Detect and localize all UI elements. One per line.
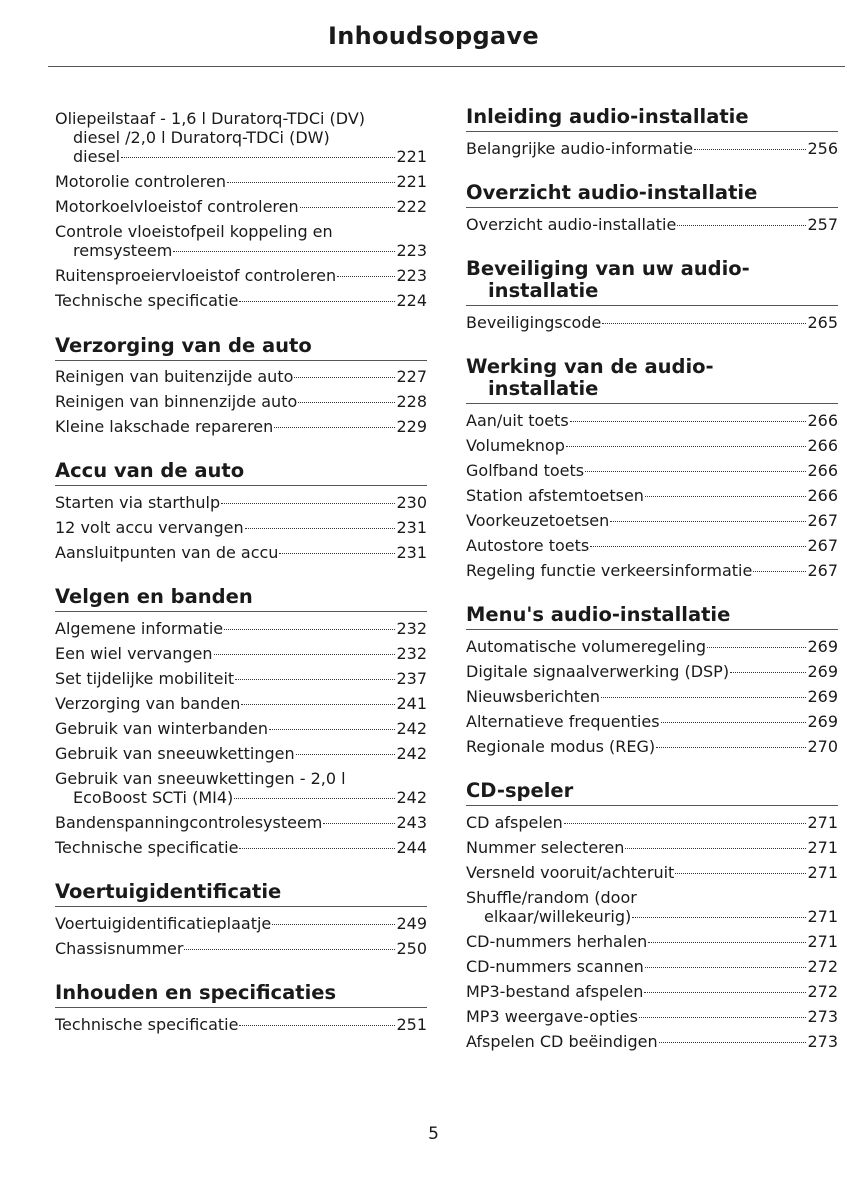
toc-page-number: 249 [396, 914, 427, 934]
section-heading [55, 982, 427, 1008]
dot-leader [677, 225, 806, 226]
toc-entry[interactable] [466, 659, 838, 684]
dot-leader [298, 402, 395, 403]
toc-entry-line [466, 1007, 838, 1026]
toc-entry-text: Regeling functie verkeersinformatie [466, 560, 753, 580]
toc-entry-line [466, 957, 838, 976]
dot-leader [294, 377, 395, 378]
toc-entry-text: CD afspelen [466, 812, 563, 832]
toc-entry-line [55, 543, 427, 562]
toc-entry[interactable] [466, 408, 838, 433]
toc-entry-text: Starten via starthulp [55, 493, 221, 513]
toc-entry-line [466, 436, 838, 455]
toc-entry-line [55, 241, 427, 260]
toc-entry[interactable] [55, 911, 427, 936]
toc-entry[interactable] [55, 264, 427, 289]
toc-entry-text: Alternatieve frequenties [466, 711, 660, 731]
dot-leader [241, 704, 395, 705]
toc-entry-text: Golfband toets [466, 460, 585, 480]
toc-page-number: 242 [396, 788, 427, 808]
toc-entry[interactable] [466, 684, 838, 709]
toc-section [55, 460, 427, 565]
toc-entry[interactable] [55, 289, 427, 314]
toc-entry[interactable] [466, 508, 838, 533]
toc-entry-text: Technische specificatie [55, 1015, 239, 1035]
toc-entry[interactable] [55, 666, 427, 691]
toc-entry[interactable] [55, 194, 427, 219]
toc-entry-text: Voorkeuzetoetsen [466, 510, 610, 530]
toc-entry-line [466, 461, 838, 480]
toc-entry-line [55, 813, 427, 832]
toc-section [466, 182, 838, 237]
dot-leader [274, 427, 395, 428]
toc-entry[interactable] [55, 515, 427, 540]
dot-leader [570, 421, 807, 422]
section-heading [466, 780, 838, 806]
toc-entry[interactable] [466, 979, 838, 1004]
toc-page-number: 271 [807, 862, 838, 882]
dot-leader [645, 496, 807, 497]
toc-page-number: 221 [396, 147, 427, 167]
toc-entry[interactable] [466, 533, 838, 558]
section-heading-text: Accu van de auto [55, 459, 245, 483]
toc-page-number: 223 [396, 266, 427, 286]
toc-page-number: 269 [807, 711, 838, 731]
toc-entry-line [55, 197, 427, 216]
dot-leader [221, 503, 395, 504]
toc-entry-text: Overzicht audio-installatie [466, 214, 677, 234]
toc-entry-line [55, 744, 427, 763]
toc-entry-text: Reinigen van binnenzijde auto [55, 392, 298, 412]
toc-page-number: 242 [396, 744, 427, 764]
toc-entry-text: Motorolie controleren [55, 172, 227, 192]
dot-leader [639, 1017, 806, 1018]
toc-page-number: 232 [396, 619, 427, 639]
toc-entry[interactable] [55, 716, 427, 741]
toc-entry[interactable] [466, 860, 838, 885]
toc-entry[interactable] [55, 219, 427, 263]
toc-section [466, 106, 838, 161]
toc-entry-text: Motorkoelvloeistof controleren [55, 197, 299, 217]
toc-entry-text: Gebruik van winterbanden [55, 719, 269, 739]
section-heading [55, 586, 427, 612]
toc-entry-line [466, 215, 838, 234]
toc-page-number: 221 [396, 172, 427, 192]
dot-leader [694, 149, 806, 150]
toc-page-number: 250 [396, 939, 427, 959]
toc-entry-text: diesel [73, 147, 121, 167]
toc-entry-line [466, 536, 838, 555]
toc-entry-text: Technische specificatie [55, 291, 239, 311]
toc-entry-text: Volumeknop [466, 435, 565, 455]
toc-page-number: 266 [807, 485, 838, 505]
dot-leader [121, 157, 395, 158]
toc-page-number: 266 [807, 410, 838, 430]
toc-page-number: 269 [807, 686, 838, 706]
toc-right-column [466, 106, 838, 1075]
dot-leader [239, 848, 395, 849]
toc-entry[interactable] [466, 954, 838, 979]
toc-entry-text: Technische specificatie [55, 838, 239, 858]
toc-page-number: 272 [807, 956, 838, 976]
dot-leader [625, 848, 806, 849]
toc-entry-text: Reinigen van buitenzijde auto [55, 367, 294, 387]
toc-entry[interactable] [466, 458, 838, 483]
toc-entry-line [55, 291, 427, 310]
dot-leader [648, 942, 806, 943]
dot-leader [632, 917, 806, 918]
toc-page-number: 269 [807, 636, 838, 656]
toc-page-number: 267 [807, 560, 838, 580]
toc-entry-text: Shuffle/random (door [466, 887, 637, 907]
dot-leader [610, 521, 806, 522]
toc-entry-line [55, 417, 427, 436]
toc-entry-line [466, 863, 838, 882]
toc-entry-line [466, 838, 838, 857]
toc-entry-text: Digitale signaalverwerking (DSP) [466, 661, 730, 681]
toc-entry-text: Versneld vooruit/achteruit [466, 862, 675, 882]
toc-entry[interactable] [55, 616, 427, 641]
toc-page-number: 271 [807, 931, 838, 951]
toc-entry-line [55, 788, 427, 807]
toc-entry[interactable] [55, 741, 427, 766]
toc-entry-text: Voertuigidentificatieplaatje [55, 914, 272, 934]
toc-entry-line [55, 619, 427, 638]
dot-leader [645, 967, 807, 968]
section-heading [466, 604, 838, 630]
toc-section [466, 604, 838, 759]
toc-entry-text: Station afstemtoetsen [466, 485, 644, 505]
toc-page-number: 266 [807, 435, 838, 455]
dot-leader [296, 754, 396, 755]
section-heading-text: Inleiding audio-installatie [466, 105, 749, 128]
toc-entry-text: MP3 weergave-opties [466, 1006, 638, 1026]
toc-entry[interactable] [55, 540, 427, 565]
toc-entry-text: Gebruik van sneeuwkettingen [55, 744, 295, 764]
toc-entry[interactable] [466, 1004, 838, 1029]
section-heading-text: Voertuigidentificatie [55, 880, 282, 904]
toc-entry[interactable] [466, 433, 838, 458]
dot-leader [602, 323, 806, 324]
toc-page-number: 271 [807, 812, 838, 832]
toc-entry-text: Een wiel vervangen [55, 644, 213, 664]
toc-entry-line [466, 712, 838, 731]
section-heading [55, 460, 427, 486]
toc-entry[interactable] [55, 811, 427, 836]
section-heading-text: CD-speler [466, 778, 574, 802]
toc-entry-text: Ruitensproeiervloeistof controleren [55, 266, 337, 286]
dot-leader [730, 672, 806, 673]
toc-page-number: 222 [396, 197, 427, 217]
toc-entry-line [466, 813, 838, 832]
toc-entry[interactable] [466, 835, 838, 860]
toc-page-number: 241 [396, 694, 427, 714]
dot-leader [214, 654, 396, 655]
toc-entry-line [55, 266, 427, 285]
toc-entry-line [55, 1015, 427, 1034]
dot-leader [564, 823, 807, 824]
toc-entry-text: Automatische volumeregeling [466, 636, 706, 656]
toc-page-number: 270 [807, 736, 838, 756]
toc-entry-text: elkaar/willekeurig) [484, 906, 632, 926]
section-heading-text: Velgen en banden [55, 585, 253, 609]
toc-entry-text: CD-nummers scannen [466, 956, 644, 976]
dot-leader [300, 207, 396, 208]
toc-entry-text: Controle vloeistofpeil koppeling en [55, 222, 333, 242]
toc-entry[interactable] [55, 1012, 427, 1037]
toc-entry[interactable] [466, 634, 838, 659]
toc-entry[interactable] [55, 414, 427, 439]
toc-entry-text: Belangrijke audio-informatie [466, 138, 694, 158]
dot-leader [224, 629, 395, 630]
toc-entry-line [466, 662, 838, 681]
dot-leader [753, 571, 806, 572]
toc-page-number: 272 [807, 981, 838, 1001]
toc-entry-text: Bandenspanningcontrolesysteem [55, 813, 323, 833]
toc-page-number: 243 [396, 813, 427, 833]
section-heading-text: Beveiliging van uw audio- [466, 256, 750, 280]
toc-left-column [55, 106, 427, 1058]
toc-entry[interactable] [55, 641, 427, 666]
dot-leader [173, 251, 395, 252]
toc-entry-line [466, 687, 838, 706]
toc-entry[interactable] [466, 810, 838, 835]
dot-leader [323, 823, 395, 824]
dot-leader [601, 697, 806, 698]
toc-page-number: 230 [396, 493, 427, 513]
toc-page-number: 242 [396, 719, 427, 739]
section-heading [466, 258, 838, 306]
dot-leader [585, 471, 806, 472]
toc-entry[interactable] [55, 365, 427, 390]
dot-leader [279, 553, 395, 554]
toc-entry[interactable] [55, 836, 427, 861]
toc-entry-text: 12 volt accu vervangen [55, 518, 244, 538]
toc-entry-line [55, 669, 427, 688]
toc-page-number: 229 [396, 417, 427, 437]
dot-leader [644, 992, 806, 993]
toc-section [466, 356, 838, 583]
toc-entry-line [55, 392, 427, 411]
toc-entry-text: Nieuwsberichten [466, 686, 601, 706]
dot-leader [245, 528, 396, 529]
toc-entry-text: Oliepeilstaaf - 1,6 l Duratorq-TDCi (DV) [55, 108, 366, 128]
toc-section [55, 335, 427, 440]
toc-entry[interactable] [466, 709, 838, 734]
toc-page-number: 269 [807, 661, 838, 681]
toc-entry-line [55, 367, 427, 386]
toc-entry-line [55, 172, 427, 191]
toc-entry-text: Aan/uit toets [466, 410, 569, 430]
toc-page-number: 273 [807, 1031, 838, 1051]
toc-page-number: 224 [396, 291, 427, 311]
toc-entry-line [466, 139, 838, 158]
toc-section [466, 780, 838, 1054]
toc-entry-line [466, 411, 838, 430]
dot-leader [239, 1025, 395, 1026]
toc-entry[interactable] [55, 169, 427, 194]
toc-entry-text: Verzorging van banden [55, 694, 241, 714]
toc-entry[interactable] [466, 483, 838, 508]
page-number: 5 [428, 1124, 439, 1144]
toc-page-number: 237 [396, 669, 427, 689]
toc-entry-text: Beveiligingscode [466, 312, 602, 332]
toc-entry-text: Regionale modus (REG) [466, 736, 656, 756]
section-heading-text: Werking van de audio- [466, 354, 714, 378]
toc-entry[interactable] [55, 390, 427, 415]
toc-entry[interactable] [55, 490, 427, 515]
dot-leader [566, 446, 807, 447]
toc-entry-text: Aansluitpunten van de accu [55, 543, 279, 563]
section-heading-text: Verzorging van de auto [55, 333, 312, 357]
toc-entry[interactable] [466, 136, 838, 161]
section-heading-text: Menu's audio-installatie [466, 602, 731, 626]
toc-section [55, 982, 427, 1037]
toc-page-number: 257 [807, 214, 838, 234]
toc-entry[interactable] [466, 734, 838, 759]
dot-leader [239, 301, 395, 302]
toc-entry-text: remsysteem [73, 241, 173, 261]
toc-page-number: 267 [807, 510, 838, 530]
dot-leader [227, 182, 395, 183]
toc-entry-line [466, 907, 838, 926]
toc-entry-text: Chassisnummer [55, 939, 184, 959]
dot-leader [661, 722, 807, 723]
toc-entry-text: diesel /2,0 l Duratorq-TDCi (DW) [73, 128, 330, 148]
dot-leader [656, 747, 806, 748]
toc-entry[interactable] [55, 936, 427, 961]
toc-entry-text: CD-nummers herhalen [466, 931, 648, 951]
section-heading [466, 182, 838, 208]
toc-entry-line [466, 637, 838, 656]
toc-entry[interactable] [55, 106, 427, 169]
toc-entry-text: Algemene informatie [55, 619, 224, 639]
toc-entry-text: Afspelen CD beëindigen [466, 1031, 658, 1051]
toc-page-number: 256 [807, 138, 838, 158]
dot-leader [269, 729, 395, 730]
toc-page-number: 231 [396, 518, 427, 538]
toc-page-number: 267 [807, 535, 838, 555]
toc-page-number: 223 [396, 241, 427, 261]
toc-entry-text: Nummer selecteren [466, 837, 625, 857]
dot-leader [184, 949, 395, 950]
toc-entry[interactable] [466, 310, 838, 335]
toc-page-number: 266 [807, 460, 838, 480]
toc-entry-line [55, 914, 427, 933]
section-heading-text: Overzicht audio-installatie [466, 180, 758, 204]
toc-entry-line [55, 147, 427, 166]
toc-entry-text: Gebruik van sneeuwkettingen - 2,0 l [55, 769, 346, 789]
toc-entry-line [55, 939, 427, 958]
toc-section [55, 881, 427, 961]
toc-entry-line [466, 1032, 838, 1051]
toc-page-number: 244 [396, 838, 427, 858]
section-heading [466, 356, 838, 404]
toc-entry[interactable] [466, 212, 838, 237]
toc-entry-line [466, 486, 838, 505]
toc-entry-line [466, 737, 838, 756]
toc-section [55, 586, 427, 860]
toc-entry-line [55, 493, 427, 512]
dot-leader [675, 873, 806, 874]
toc-entry-text: EcoBoost SCTi (MI4) [73, 788, 234, 808]
toc-entry-text: MP3-bestand afspelen [466, 981, 644, 1001]
dot-leader [590, 546, 806, 547]
toc-entry-line [55, 644, 427, 663]
toc-entry-line [466, 932, 838, 951]
toc-entry[interactable] [55, 766, 427, 810]
toc-page-number: 231 [396, 543, 427, 563]
section-heading [466, 106, 838, 132]
toc-entry-text: Autostore toets [466, 535, 590, 555]
section-heading-text: installatie [488, 376, 599, 400]
toc-entry-text: Set tijdelijke mobiliteit [55, 669, 235, 689]
section-heading-text: Inhouden en specificaties [55, 981, 337, 1005]
toc-entry-line [466, 313, 838, 332]
toc-entry[interactable] [466, 1029, 838, 1054]
toc-page-number: 232 [396, 644, 427, 664]
dot-leader [272, 924, 395, 925]
toc-entry-line [466, 982, 838, 1001]
toc-entry-line [55, 518, 427, 537]
dot-leader [337, 276, 395, 277]
dot-leader [235, 679, 395, 680]
dot-leader [659, 1042, 807, 1043]
toc-entry[interactable] [466, 558, 838, 583]
toc-section [466, 258, 838, 335]
toc-entry-line [55, 719, 427, 738]
dot-leader [234, 798, 395, 799]
toc-page-number: 227 [396, 367, 427, 387]
page-title: Inhoudsopgave [327, 22, 539, 50]
toc-page-number: 265 [807, 312, 838, 332]
toc-entry-line [55, 838, 427, 857]
title-divider [48, 66, 845, 67]
toc-section-intro [55, 106, 427, 314]
toc-entry[interactable] [466, 929, 838, 954]
toc-entry[interactable] [466, 885, 838, 929]
toc-entry-line [466, 561, 838, 580]
section-heading [55, 335, 427, 361]
toc-entry-line [466, 511, 838, 530]
toc-entry-line [55, 694, 427, 713]
toc-entry[interactable] [55, 691, 427, 716]
section-heading [55, 881, 427, 907]
toc-page-number: 271 [807, 837, 838, 857]
toc-page-number: 271 [807, 906, 838, 926]
section-heading-text: installatie [488, 278, 599, 302]
toc-page-number: 273 [807, 1006, 838, 1026]
dot-leader [707, 647, 806, 648]
toc-page-number: 251 [396, 1015, 427, 1035]
toc-entry-text: Kleine lakschade repareren [55, 417, 274, 437]
toc-page-number: 228 [396, 392, 427, 412]
